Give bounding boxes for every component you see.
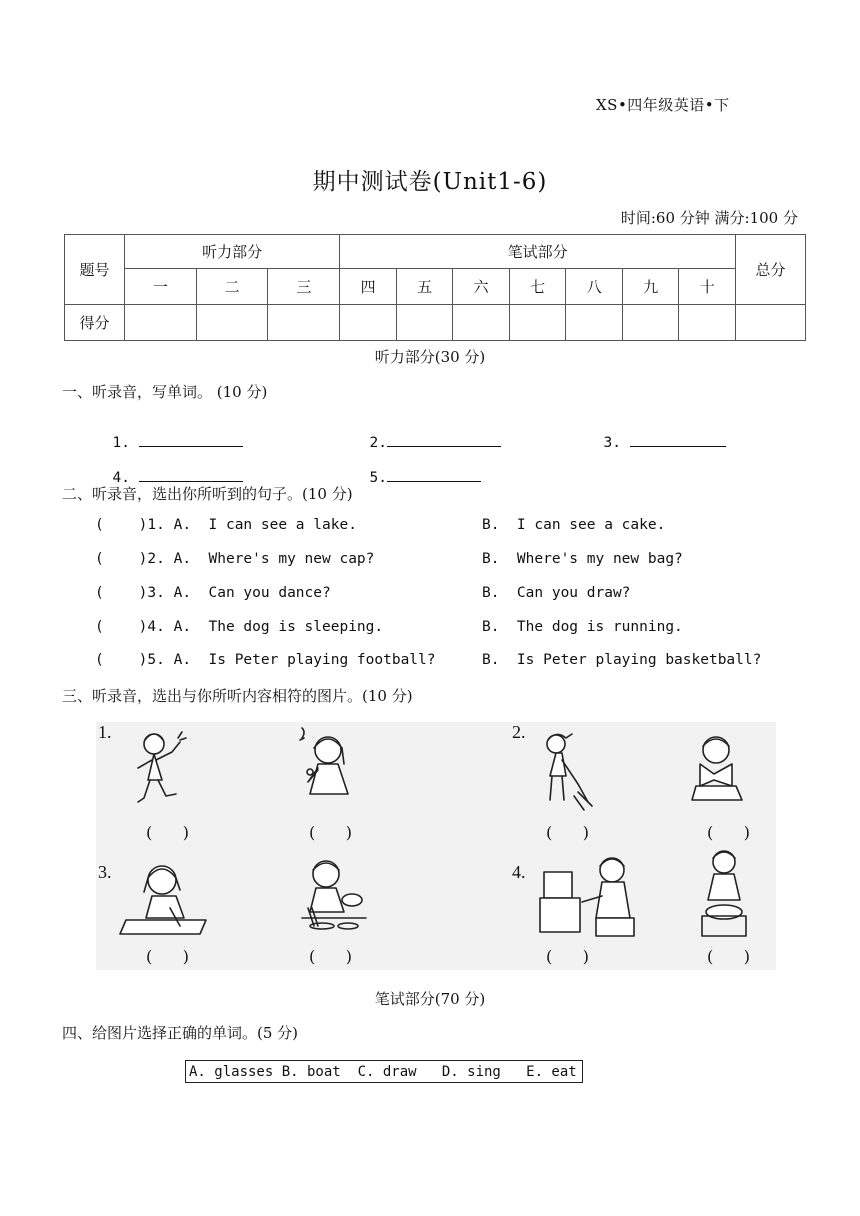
score-cell[interactable] <box>268 305 340 341</box>
series-label: XS•四年级英语•下 <box>596 96 730 114</box>
blank-item-4: 4. <box>95 451 243 486</box>
answer-blank[interactable] <box>139 467 243 482</box>
question-row: ( )5. A. Is Peter playing football? <box>95 652 436 668</box>
answer-bracket[interactable]: ( ) <box>95 585 148 601</box>
score-cell[interactable] <box>396 305 453 341</box>
listening-header: 听力部分 <box>125 235 340 269</box>
answer-blank[interactable] <box>387 432 501 447</box>
sweeping-girl-picture <box>547 734 592 810</box>
answer-blank[interactable] <box>387 467 481 482</box>
score-cell[interactable] <box>453 305 510 341</box>
listening-heading: 听力部分(30 分) <box>374 348 486 366</box>
picture-answer-bracket[interactable]: ( ) <box>546 947 589 966</box>
question-number: 四 <box>340 269 397 305</box>
option-b: B. Can you draw? <box>482 585 631 601</box>
eating-boy-picture <box>302 861 366 929</box>
picture-answer-bracket[interactable]: ( ) <box>707 947 750 966</box>
blank-item-5: 5. <box>352 451 481 486</box>
question-number: 三 <box>268 269 340 305</box>
picture-answer-bracket[interactable]: ( ) <box>146 823 189 842</box>
question-number: 二 <box>196 269 268 305</box>
answer-bracket[interactable]: ( ) <box>95 619 148 635</box>
computer-boy-picture <box>540 858 634 936</box>
picture-answer-bracket[interactable]: ( ) <box>546 823 589 842</box>
picture-group-number: 3. <box>98 862 112 882</box>
picture-answer-bracket[interactable]: ( ) <box>146 947 189 966</box>
option-b: B. The dog is running. <box>482 619 683 635</box>
question-row: ( )3. A. Can you dance? <box>95 585 331 601</box>
answer-blank[interactable] <box>139 432 243 447</box>
section3-title: 三、听录音，选出与你所听内容相符的图片。(10 分) <box>62 687 413 705</box>
option-b: B. Is Peter playing basketball? <box>482 652 762 668</box>
cartoon-illustrations <box>96 722 776 970</box>
score-cell[interactable] <box>340 305 397 341</box>
picture-group-number: 1. <box>98 722 112 742</box>
question-row: ( )2. A. Where's my new cap? <box>95 551 375 567</box>
cooking-boy-picture <box>702 851 746 936</box>
score-label: 得分 <box>65 305 125 341</box>
writing-heading: 笔试部分(70 分) <box>374 990 486 1008</box>
score-cell[interactable] <box>622 305 679 341</box>
time-limit: 时间:60 分钟 满分:100 分 <box>620 209 798 227</box>
blank-item-1: 1. <box>95 416 243 451</box>
option-b: B. Where's my new bag? <box>482 551 683 567</box>
writing-header: 笔试部分 <box>340 235 736 269</box>
question-number: 七 <box>509 269 566 305</box>
picture-group-number: 2. <box>512 722 526 742</box>
picture-group-number: 4. <box>512 862 526 882</box>
question-number: 十 <box>679 269 736 305</box>
answer-blank[interactable] <box>630 432 726 447</box>
picture-answer-bracket[interactable]: ( ) <box>309 947 352 966</box>
picture-answer-bracket[interactable]: ( ) <box>309 823 352 842</box>
reading-boy-picture <box>692 737 742 800</box>
row-label: 题号 <box>65 235 125 305</box>
score-cell[interactable] <box>566 305 623 341</box>
blank-item-3: 3. <box>586 416 726 451</box>
word-bank-box: A. glasses B. boat C. draw D. sing E. eat <box>185 1060 583 1083</box>
question-row: ( )4. A. The dog is sleeping. <box>95 619 384 635</box>
question-number: 五 <box>396 269 453 305</box>
score-cell[interactable] <box>125 305 197 341</box>
question-number: 一 <box>125 269 197 305</box>
blank-item-2: 2. <box>352 416 501 451</box>
section4-title: 四、给图片选择正确的单词。(5 分) <box>62 1024 299 1042</box>
score-table <box>64 234 806 341</box>
score-cell[interactable] <box>196 305 268 341</box>
option-b: B. I can see a cake. <box>482 517 666 533</box>
question-number: 八 <box>566 269 623 305</box>
singing-girl-picture <box>300 728 348 794</box>
answer-bracket[interactable]: ( ) <box>95 652 148 668</box>
answer-bracket[interactable]: ( ) <box>95 551 148 567</box>
section2-title: 二、听录音，选出你所听到的句子。(10 分) <box>62 485 353 503</box>
picture-panel <box>96 722 776 970</box>
dancing-girl-picture <box>138 732 186 802</box>
score-cell[interactable] <box>679 305 736 341</box>
section1-title: 一、听录音，写单词。 (10 分) <box>62 383 268 401</box>
question-row: ( )1. A. I can see a lake. <box>95 517 357 533</box>
score-cell[interactable] <box>736 305 806 341</box>
score-cell[interactable] <box>509 305 566 341</box>
total-header: 总分 <box>736 235 806 305</box>
answer-bracket[interactable]: ( ) <box>95 517 148 533</box>
question-number: 六 <box>453 269 510 305</box>
picture-answer-bracket[interactable]: ( ) <box>707 823 750 842</box>
writing-girl-picture <box>120 866 206 934</box>
page-title: 期中测试卷(Unit1-6) <box>312 169 548 195</box>
question-number: 九 <box>622 269 679 305</box>
